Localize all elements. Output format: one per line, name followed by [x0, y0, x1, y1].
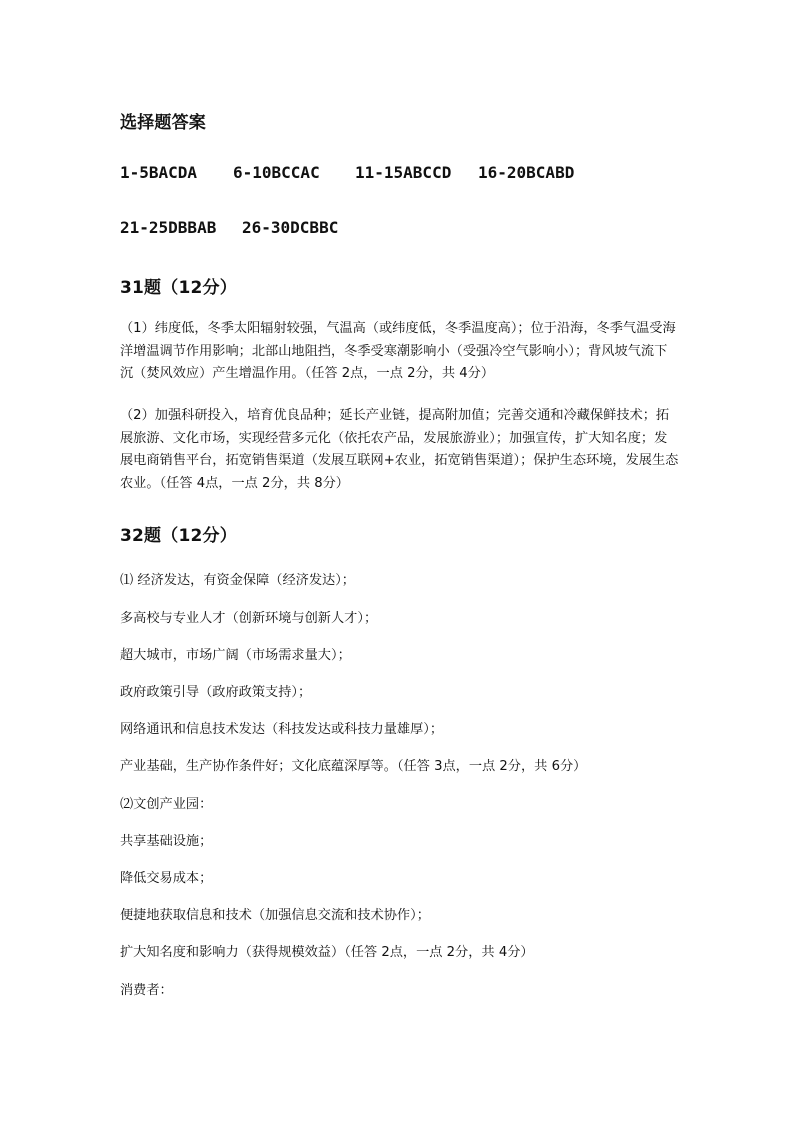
section-heading: 选择题答案: [120, 113, 206, 133]
q32-line: ⑵文创产业园：: [120, 797, 213, 812]
q32-line: ⑴ 经济发达，有资金保障（经济发达）；: [120, 573, 355, 588]
q32-line: 政府政策引导（政府政策支持）；: [120, 685, 312, 700]
answer-group: 21-25DBBAB: [120, 218, 217, 237]
q31-part2: （2）加强科研投入，培育优良品种；延长产业链，提高附加值；完善交通和冷藏保鲜技术；拓展旅游、文化市场，实现经营多元化（依托农产品，发展旅游业）；加强宣传，扩大知名度；发展电商销售平台，拓宽销售渠道（发展互联网+农业，拓宽销售渠道）；保护生态环境，发展生态农业。（任答 4点，一点 2分，共 8分）: [120, 408, 679, 491]
q32-line: 共享基础设施；: [120, 834, 213, 849]
q32-line: 超大城市，市场广阔（市场需求量大）；: [120, 648, 351, 663]
q32-title: 32题（12分）: [120, 526, 237, 546]
answer-group: 26-30DCBBC: [242, 218, 339, 237]
q32-line: 扩大知名度和影响力（获得规模效益）（任答 2点，一点 2分，共 4分）: [120, 945, 534, 960]
q32-line: 便捷地获取信息和技术（加强信息交流和技术协作）；: [120, 908, 430, 923]
answer-group: 16-20BCABD: [478, 163, 575, 182]
q31-part1: （1）纬度低，冬季太阳辐射较强，气温高（或纬度低，冬季温度高）；位于沿海，冬季气温受海洋增温调节作用影响；北部山地阻挡，冬季受寒潮影响小（受强冷空气影响小）；背风坡气流下沉（焚风效应）产生增温作用。（任答 2点，一点 2分，共 4分）: [120, 321, 676, 381]
q32-line: 网络通讯和信息技术发达（科技发达或科技力量雄厚）；: [120, 722, 444, 737]
q32-line: 多高校与专业人才（创新环境与创新人才）；: [120, 611, 378, 626]
q32-line: 产业基础，生产协作条件好；文化底蕴深厚等。（任答 3点，一点 2分，共 6分）: [120, 759, 587, 774]
q32-line: 消费者：: [120, 983, 173, 998]
answers-row-1: [120, 163, 574, 182]
q31-title: 31题（12分）: [120, 278, 237, 298]
answer-group: 11-15ABCCD: [355, 163, 452, 182]
answer-group: 6-10BCCAC: [233, 163, 320, 182]
answer-group: 1-5BACDA: [120, 163, 198, 182]
answers-row-2: [120, 218, 338, 237]
q32-line: 降低交易成本；: [120, 871, 213, 886]
